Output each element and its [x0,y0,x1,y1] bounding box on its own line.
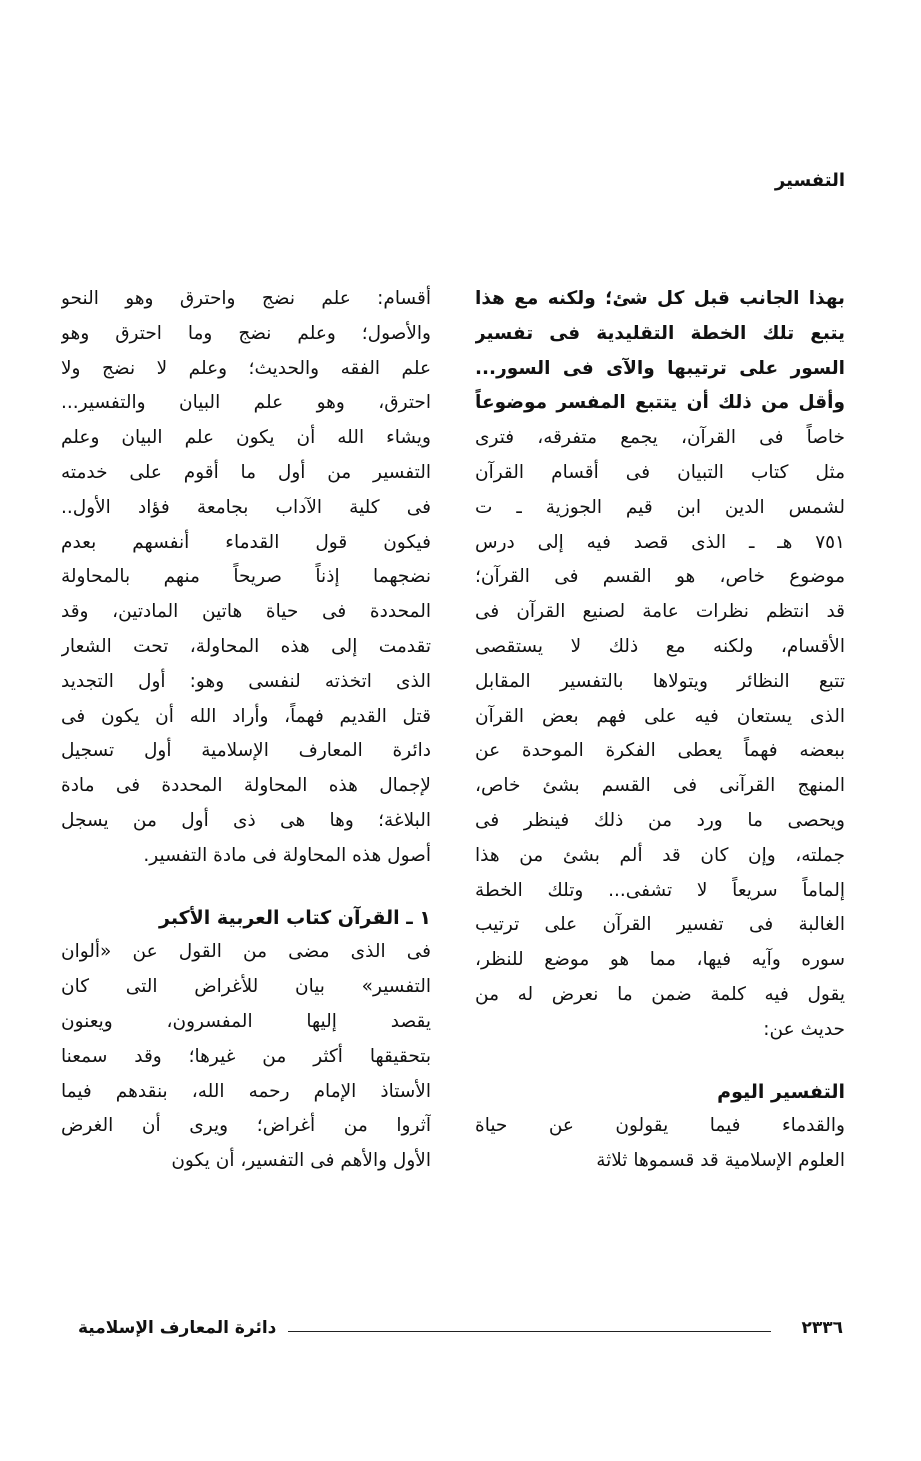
text-line: يقصد إليها المفسرون، ويعنون [61,1010,431,1032]
text-line: المحددة فى حياة هاتين المادتين، وقد [61,601,431,623]
text-line: حديث عن: [763,1018,845,1040]
spacer [475,1048,845,1075]
text-line: خاصاً فى القرآن، يجمع متفرقه، فترى [475,427,845,449]
text-line: يقول فيه كلمة ضمن ما نعرض له من [475,983,845,1005]
text-line: لإجمال هذه المحاولة المحددة فى مادة [61,775,431,797]
text-line: تقدمت إلى هذه المحاولة، تحت الشعار [61,635,431,657]
text-line: ٧٥١ هـ ـ الذى قصد فيه إلى درس [475,531,845,553]
left-column [61,282,431,1179]
text-line: التفسير» بيان للأغراض التى كان [61,976,431,998]
text-line: وأقل من ذلك أن يتتبع المفسر موضوعاً [475,392,845,414]
text-line: فى كلية الآداب بجامعة فؤاد الأول.. [61,496,431,518]
running-head: التفسير [774,170,845,191]
footer-rule [288,1331,771,1332]
text-line: موضوع خاص، هو القسم فى القرآن؛ [475,566,845,588]
text-line: ببعضه فهماً يعطى الفكرة الموحدة عن [475,740,845,762]
text-line: بتحقيقها أكثر من غيرها؛ وقد سمعنا [61,1045,431,1067]
text-line: إلماماً سريعاً لا تشفى... وتلك الخطة [475,879,845,901]
text-line: دائرة المعارف الإسلامية أول تسجيل [61,740,431,762]
text-line: بهذا الجانب قبل كل شئ؛ ولكنه مع هذا [475,288,845,309]
text-line: التفسير من أول ما أقوم على خدمته [61,461,431,483]
text-line: ويشاء الله أن يكون علم البيان وعلم [61,427,431,449]
left-column-paragraph-b [61,935,431,1179]
text-line: مثل كتاب التبيان فى أقسام القرآن [475,461,845,483]
text-line: السور على ترتيبها والآى فى السور... [475,357,845,379]
text-line: فى الذى مضى من القول عن «ألوان [61,941,431,963]
right-column-paragraph-b [475,1109,845,1179]
text-line: لشمس الدين ابن قيم الجوزية ـ ت [475,496,845,518]
text-line: قد انتظم نظرات عامة لصنيع القرآن فى [475,601,845,623]
page-footer [78,1318,843,1348]
text-line: الأستاذ الإمام رحمه الله، بنقدهم فيما [61,1080,431,1102]
right-column [475,282,845,1179]
text-line: نضجهما إذناً صريحاً منهم بالمحاولة [61,566,431,588]
text-line: آثروا من أغراض؛ ويرى أن الغرض [61,1115,431,1137]
text-line: سوره وآيه فيها، مما هو موضع للنظر، [475,949,845,971]
text-line: احترق، وهو علم البيان والتفسير... [61,392,431,414]
text-line: والأصول؛ وعلم نضج وما احترق وهو [61,322,431,344]
text-line: المنهج القرآنى فى القسم بشئ خاص، [475,775,845,797]
section-heading-today: التفسير اليوم [717,1080,845,1103]
right-column-paragraph-a [475,282,845,1048]
text-line: والقدماء فيما يقولون عن حياة [475,1115,845,1137]
text-line: الأقسام، ولكنه مع ذلك لا يستقصى [475,635,845,657]
text-line: أصول هذه المحاولة فى مادة التفسير. [143,844,431,866]
text-line: الذى يستعان فيه على فهم بعض القرآن [475,705,845,727]
text-line: أقسام: علم نضج واحترق وهو النحو [61,288,431,309]
text-line: جملته، وإن كان قد ألم بشئ من هذا [475,844,845,866]
text-line: الغالبة فى تفسير القرآن على ترتيب [475,914,845,936]
text-line: فيكون قول القدماء أنفسهم بعدم [61,531,431,553]
spacer [61,874,431,901]
journal-title: دائرة المعارف الإسلامية [78,1318,277,1338]
text-line: الأول والأهم فى التفسير، أن يكون [171,1150,431,1172]
text-line: البلاغة؛ وها هى ذى أول من يسجل [61,809,431,831]
text-line: ويحصى ما ورد من ذلك فينظر فى [475,809,845,831]
text-line: علم الفقه والحديث؛ وعلم لا نضج ولا [61,357,431,379]
text-line: يتبع تلك الخطة التقليدية فى تفسير [475,322,845,344]
text-line: العلوم الإسلامية قد قسموها ثلاثة [596,1150,845,1172]
section-heading-quran: ١ ـ القرآن كتاب العربية الأكبر [159,906,431,929]
page-number: ٢٣٣٦ [801,1318,843,1338]
text-line: الذى اتخذته لنفسى وهو: أول التجديد [61,670,431,692]
left-column-paragraph-a [61,282,431,874]
text-line: تتبع النظائر ويتولاها بالتفسير المقابل [475,670,845,692]
text-line: قتل القديم فهماً، وأراد الله أن يكون فى [61,705,431,727]
